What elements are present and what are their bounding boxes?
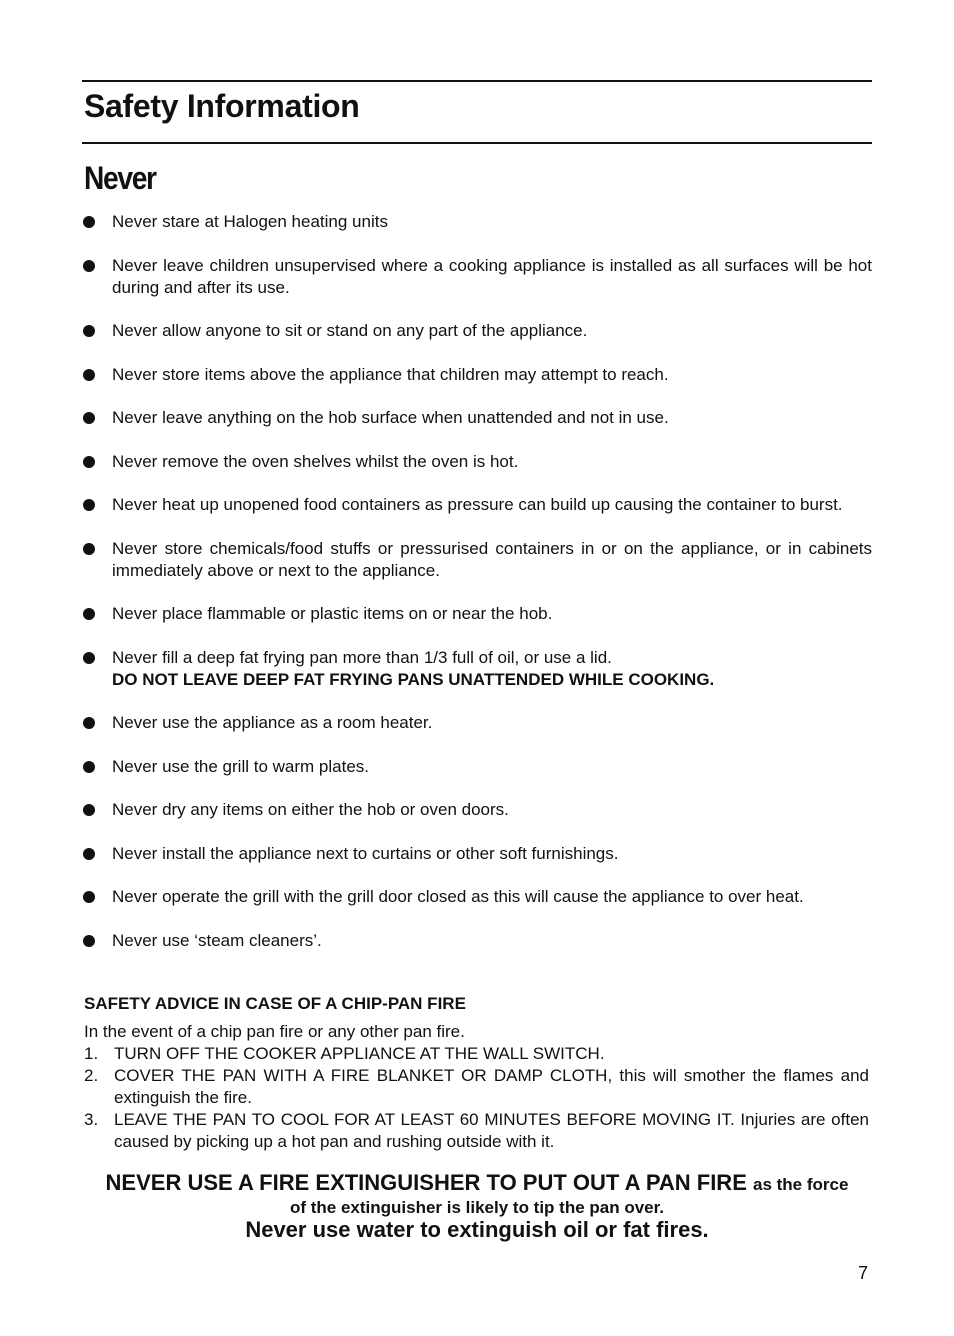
bullet-icon [83, 717, 95, 729]
advice-step [84, 1109, 869, 1153]
bullet-icon [83, 543, 95, 555]
warning-line1-small: as the force [753, 1175, 849, 1194]
bullet-icon [83, 652, 95, 664]
bullet-icon [83, 935, 95, 947]
never-item-text: Never dry any items on either the hob or oven doors. [112, 800, 509, 819]
top-rule [82, 80, 872, 82]
page-number: 7 [858, 1263, 869, 1283]
advice-step-number: 1. [84, 1044, 99, 1063]
never-item-text: Never use ‘steam cleaners’. [112, 930, 322, 950]
never-item [82, 756, 872, 778]
bullet-icon [83, 369, 95, 381]
advice-step-number: 3. [84, 1110, 99, 1129]
never-item [82, 255, 872, 299]
never-item [82, 930, 872, 952]
never-item-text: Never use the grill to warm plates. [112, 756, 369, 776]
advice-step-text: LEAVE THE PAN TO COOL FOR AT LEAST 60 MINUTES BEFORE MOVING IT. Injuries are often caused by picking up a hot pan and rushing outside with it. [114, 1110, 869, 1151]
advice-title: SAFETY ADVICE IN CASE OF A CHIP-PAN FIRE [84, 994, 466, 1013]
advice-step-text: TURN OFF THE COOKER APPLIANCE AT THE WALL SWITCH. [114, 1044, 605, 1063]
page-title: Safety Information [84, 88, 360, 124]
bullet-icon [83, 499, 95, 511]
never-item [82, 886, 872, 908]
never-item-text: Never use the appliance as a room heater. [112, 713, 433, 732]
advice-step [84, 1043, 869, 1065]
never-item [82, 538, 872, 582]
never-item-text: Never install the appliance next to curtains or other soft furnishings. [112, 843, 619, 863]
never-item [82, 494, 872, 516]
bullet-icon [83, 804, 95, 816]
bullet-icon [83, 761, 95, 773]
never-item [82, 799, 872, 821]
advice-intro: In the event of a chip pan fire or any other pan fire. [84, 1022, 465, 1041]
title-rule [82, 142, 872, 144]
bullet-icon [83, 216, 95, 228]
never-item [82, 603, 872, 625]
never-item [82, 451, 872, 473]
never-item [82, 647, 872, 691]
never-item [82, 407, 872, 429]
bullet-icon [83, 412, 95, 424]
never-item-emphasis: DO NOT LEAVE DEEP FAT FRYING PANS UNATTENDED WHILE COOKING. [112, 669, 715, 689]
never-item-text: Never store chemicals/food stuffs or pressurised containers in or on the appliance, or in cabinets immediately above or next to the appliance. [112, 538, 872, 580]
chip-pan-fire-advice [84, 993, 869, 1153]
warning-line1-big: NEVER USE A FIRE EXTINGUISHER TO PUT OUT A PAN FIRE [105, 1170, 747, 1195]
pan-fire-warning [82, 1168, 872, 1244]
advice-steps [84, 1043, 869, 1153]
bullet-icon [83, 848, 95, 860]
warning-line2: of the extinguisher is likely to tip the pan over. [289, 1198, 665, 1217]
never-item [82, 320, 872, 342]
advice-step-text: COVER THE PAN WITH A FIRE BLANKET OR DAMP CLOTH, this will smother the flames and extinguish the fire. [114, 1066, 869, 1107]
bullet-icon [83, 608, 95, 620]
never-item-text: Never remove the oven shelves whilst the oven is hot. [112, 451, 519, 471]
section-title-never: Never [84, 160, 156, 196]
never-list [82, 211, 872, 973]
advice-step-number: 2. [84, 1066, 99, 1085]
never-item-text: Never place flammable or plastic items on or near the hob. [112, 604, 553, 623]
never-item-text: Never heat up unopened food containers as pressure can build up causing the container to burst. [112, 495, 843, 514]
never-item [82, 712, 872, 734]
never-item [82, 364, 872, 386]
never-item [82, 211, 872, 233]
never-item-text: Never allow anyone to sit or stand on any part of the appliance. [112, 321, 588, 340]
bullet-icon [83, 325, 95, 337]
never-item-text: Never stare at Halogen heating units [112, 212, 388, 231]
never-item-text: Never leave children unsupervised where a cooking appliance is installed as all surfaces will be hot during and after its use. [112, 255, 872, 297]
never-item-text: Never operate the grill with the grill door closed as this will cause the appliance to over heat. [112, 887, 804, 906]
never-item-text: Never fill a deep fat frying pan more than 1/3 full of oil, or use a lid. [112, 647, 612, 667]
never-item-text: Never leave anything on the hob surface when unattended and not in use. [112, 408, 669, 427]
never-item-text: Never store items above the appliance that children may attempt to reach. [112, 364, 669, 384]
warning-line3: Never use water to extinguish oil or fat fires. [245, 1217, 709, 1242]
bullet-icon [83, 456, 95, 468]
advice-step [84, 1065, 869, 1109]
never-item [82, 843, 872, 865]
bullet-icon [83, 260, 95, 272]
bullet-icon [83, 891, 95, 903]
